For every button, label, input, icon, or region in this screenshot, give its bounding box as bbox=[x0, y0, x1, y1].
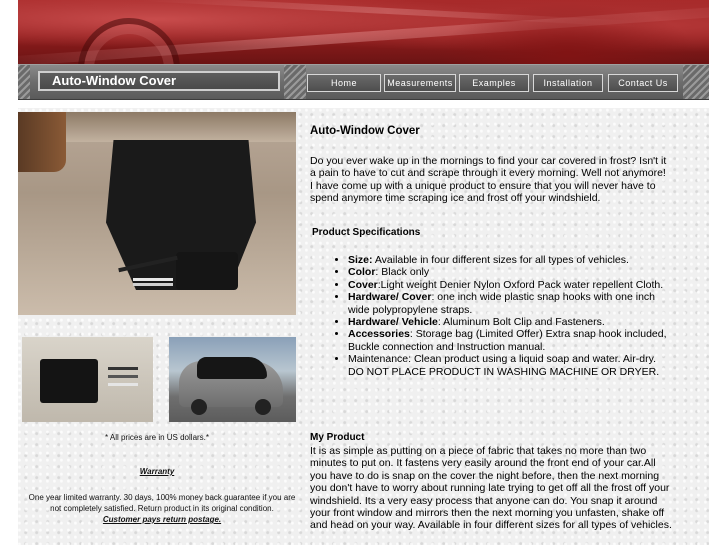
product-photo-main bbox=[18, 112, 296, 315]
banner-wheel-graphic bbox=[78, 18, 180, 64]
warranty-link[interactable]: Warranty bbox=[139, 467, 175, 476]
photo-detail bbox=[18, 112, 66, 172]
nav-decoration bbox=[18, 65, 30, 99]
product-heading: My Product bbox=[310, 432, 365, 443]
spec-label: Hardware/ Vehicle bbox=[348, 316, 438, 329]
nav-bar bbox=[18, 64, 709, 100]
spec-value: : Aluminum Bolt Clip and Fasteners. bbox=[437, 316, 605, 329]
nav-home-button[interactable]: Home bbox=[307, 74, 381, 92]
spec-label: Color bbox=[348, 266, 376, 279]
list-item bbox=[348, 328, 668, 353]
spec-label: Accessories bbox=[348, 328, 410, 341]
product-photo-vehicle bbox=[169, 337, 296, 422]
product-photo-bag bbox=[22, 337, 153, 422]
photo-clips bbox=[133, 278, 173, 281]
spec-value: : one inch wide plastic snap hooks with one inch wide polypropylene straps. bbox=[348, 291, 656, 316]
spec-label: Hardware/ Cover bbox=[348, 291, 432, 304]
photo-wheel bbox=[255, 399, 271, 415]
nav-installation-button[interactable]: Installation bbox=[533, 74, 603, 92]
photo-hardware bbox=[108, 367, 138, 370]
list-item bbox=[348, 353, 668, 378]
site-title: Auto-Window Cover bbox=[38, 71, 280, 91]
spec-value: Available in four different sizes for all types of vehicles. bbox=[372, 254, 629, 266]
spec-value: : Storage bag (Limited Offer) Extra snap hook included, Buckle connection and Instruction manual. bbox=[348, 328, 667, 353]
prices-note: * All prices are in US dollars.* bbox=[104, 433, 210, 442]
product-paragraph: It is as simple as putting on a piece of fabric that takes no more than two minutes to put on. It fastens very easily around the front end of your car.All you have to do is snap on the cover the night before, then the next morning you don't have to worry about running late trying to get off all the frost off your windshield. Its a very easy process that anyone can do. You snap it around your front window and mirrors then the next morning you unfasten, shake off and head on your way. Available in four different sizes for all types of vehicles. bbox=[310, 445, 672, 532]
nav-contact-button[interactable]: Contact Us bbox=[608, 74, 678, 92]
list-item bbox=[348, 266, 668, 278]
warranty-postage-note: Customer pays return postage. bbox=[102, 515, 222, 524]
photo-bag bbox=[40, 359, 98, 403]
list-item bbox=[348, 316, 668, 328]
warranty-text bbox=[28, 492, 296, 525]
spec-label: Cover bbox=[348, 278, 378, 291]
intro-paragraph: Do you ever wake up in the mornings to find your car covered in frost? Isn't it a pain to have to cut and scrape through it every morning. Well not anymore! I have come up with a unique product to ensure that you will never have to spend anymore time scraping ice and frost off your windshield. bbox=[310, 155, 667, 205]
photo-bag bbox=[176, 252, 238, 290]
nav-measurements-button[interactable]: Measurements bbox=[384, 74, 456, 92]
spec-value: :Light weight Denier Nylon Oxford Pack water repellent Cloth. bbox=[377, 278, 664, 291]
spec-value: : Black only bbox=[375, 266, 430, 279]
page-title: Auto-Window Cover bbox=[310, 125, 420, 137]
spec-label: Size: bbox=[348, 254, 373, 266]
nav-decoration bbox=[683, 65, 709, 99]
warranty-description: One year limited warranty. 30 days, 100% money back guarantee if you are not completely satisfied. Return product in its original condition. bbox=[28, 493, 296, 513]
photo-cover bbox=[197, 357, 267, 379]
spec-value: Maintenance: Clean product using a liquid soap and water. Air-dry. DO NOT PLACE PRODUCT IN WASHING MACHINE OR DRYER. bbox=[348, 353, 660, 378]
list-item bbox=[348, 279, 668, 291]
nav-examples-button[interactable]: Examples bbox=[459, 74, 529, 92]
specifications-heading: Product Specifications bbox=[312, 227, 421, 238]
list-item bbox=[348, 254, 668, 266]
specifications-list bbox=[336, 254, 668, 378]
list-item bbox=[348, 291, 668, 316]
header-banner-image bbox=[18, 0, 709, 64]
photo-wheel bbox=[191, 399, 207, 415]
nav-decoration bbox=[284, 65, 306, 99]
